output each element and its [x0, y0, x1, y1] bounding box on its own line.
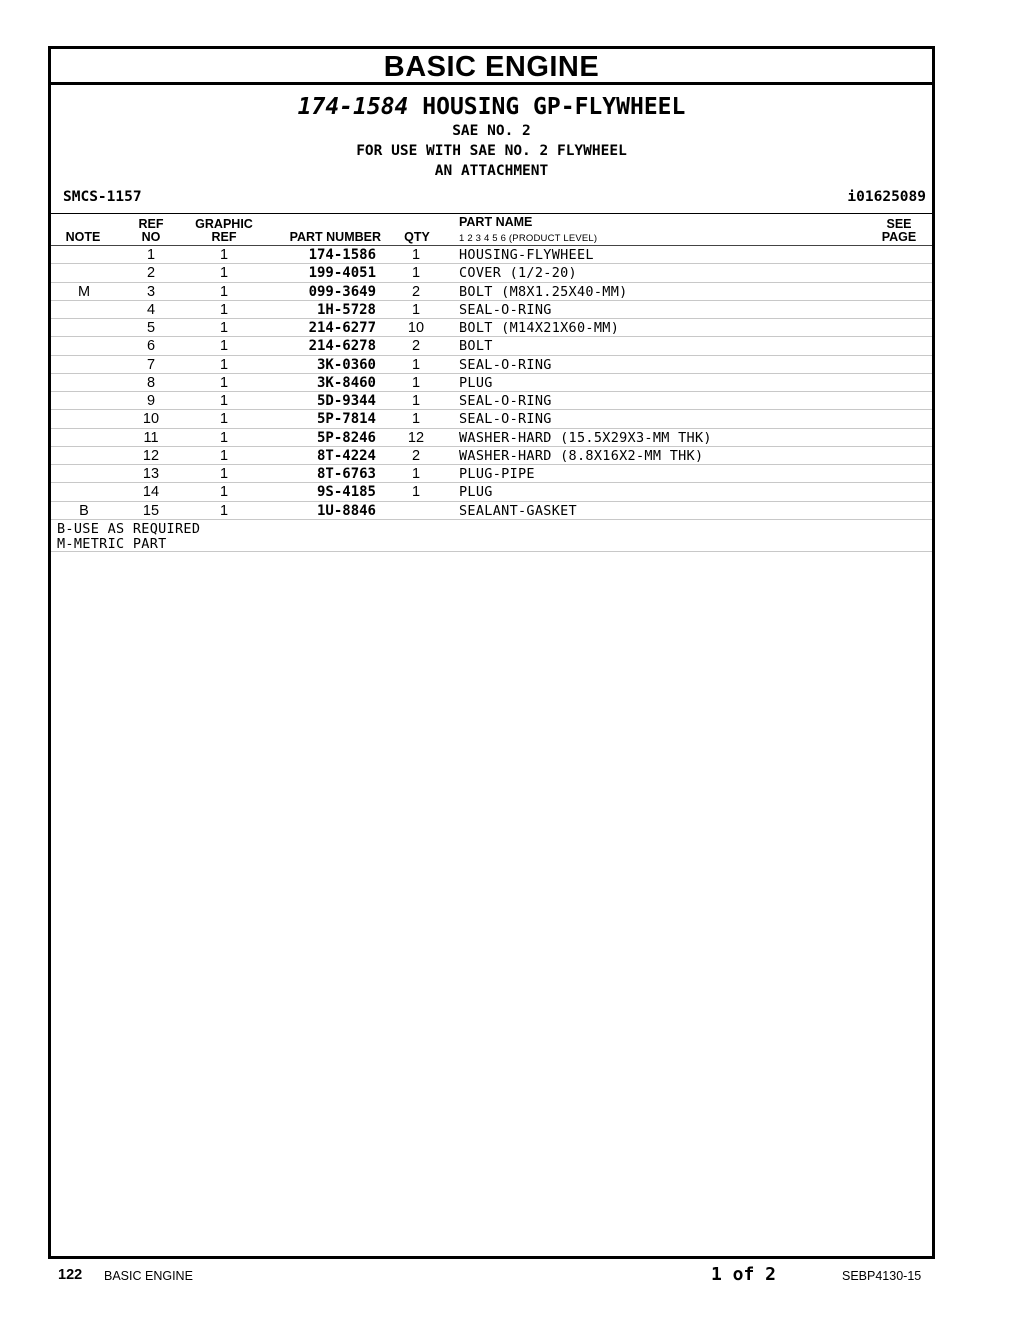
- row-part-name: BOLT (M8X1.25X40-MM): [459, 283, 628, 300]
- group-title: [51, 93, 932, 121]
- row-part-name: WASHER-HARD (15.5X29X3-MM THK): [459, 429, 712, 446]
- row-note: M: [77, 283, 91, 300]
- row-graphic-ref: 1: [219, 247, 229, 263]
- row-graphic-ref: 1: [219, 484, 229, 501]
- row-graphic-ref: 1: [219, 374, 229, 391]
- row-part-number: 1U-8846: [316, 502, 376, 519]
- parts-page-frame: [48, 46, 935, 1259]
- table-row: [51, 264, 932, 282]
- row-part-number: 9S-4185: [316, 484, 376, 501]
- row-ref: 9: [146, 393, 156, 409]
- row-ref: 12: [142, 447, 160, 464]
- row-part-number: 3K-8460: [316, 374, 376, 391]
- row-ref: 3: [146, 283, 156, 300]
- table-row: [51, 392, 932, 410]
- row-qty: 2: [411, 338, 421, 355]
- group-name: HOUSING GP-FLYWHEEL: [422, 94, 686, 120]
- col-see-bottom: PAGE: [881, 230, 917, 244]
- note-line: M-METRIC PART: [57, 535, 167, 552]
- table-row: [51, 283, 932, 301]
- group-subtitle-line: AN ATTACHMENT: [434, 163, 549, 179]
- row-graphic-ref: 1: [219, 301, 229, 318]
- group-subtitle-line: SAE NO. 2: [452, 123, 531, 139]
- table-row: [51, 502, 932, 520]
- table-row: [51, 447, 932, 465]
- row-part-name: HOUSING-FLYWHEEL: [459, 247, 594, 263]
- row-qty: 1: [411, 484, 421, 501]
- row-qty: 1: [411, 466, 421, 482]
- row-part-name: SEAL-O-RING: [459, 301, 552, 318]
- row-qty: 1: [411, 411, 421, 428]
- row-part-name: PLUG: [459, 374, 493, 391]
- row-qty: 1: [411, 247, 421, 263]
- row-ref: 5: [146, 320, 156, 336]
- row-qty: 12: [407, 429, 425, 446]
- row-part-number: 5P-8246: [316, 429, 376, 446]
- row-graphic-ref: 1: [219, 265, 229, 282]
- row-graphic-ref: 1: [219, 283, 229, 300]
- row-part-number: 099-3649: [308, 283, 376, 300]
- table-row: [51, 246, 932, 264]
- row-part-number: 5D-9344: [316, 393, 376, 409]
- row-ref: 10: [142, 411, 160, 428]
- table-row: [51, 465, 932, 483]
- row-graphic-ref: 1: [219, 338, 229, 355]
- row-graphic-ref: 1: [219, 429, 229, 446]
- row-part-number: 5P-7814: [316, 411, 376, 428]
- row-ref: 4: [146, 301, 156, 318]
- group-header: [51, 85, 932, 214]
- footer-page-number: 122: [58, 1267, 83, 1283]
- row-note: B: [79, 502, 89, 519]
- table-row: [51, 319, 932, 337]
- table-row: [51, 429, 932, 447]
- group-subtitle-line: FOR USE WITH SAE NO. 2 FLYWHEEL: [356, 143, 627, 159]
- row-qty: 10: [407, 320, 425, 336]
- illustration-id: i01625089: [847, 189, 926, 205]
- table-row: [51, 301, 932, 319]
- row-ref: 14: [142, 484, 160, 501]
- row-graphic-ref: 1: [219, 411, 229, 428]
- row-ref: 15: [142, 502, 160, 519]
- row-part-name: SEAL-O-RING: [459, 356, 552, 373]
- row-graphic-ref: 1: [219, 356, 229, 373]
- col-note: NOTE: [65, 230, 101, 244]
- row-ref: 7: [146, 356, 156, 373]
- notes-legend: [51, 520, 932, 552]
- table-row: [51, 374, 932, 392]
- row-ref: 2: [146, 265, 156, 282]
- footer-page-of: 1 of 2: [711, 1264, 777, 1285]
- group-part-number: 174-1584: [297, 94, 409, 120]
- row-part-name: BOLT (M14X21X60-MM): [459, 320, 620, 336]
- footer-document-id: SEBP4130-15: [842, 1269, 922, 1283]
- row-qty: 1: [411, 301, 421, 318]
- table-column-header: [51, 214, 932, 246]
- row-qty: 1: [411, 356, 421, 373]
- row-part-number: 1H-5728: [316, 301, 376, 318]
- row-qty: 2: [411, 447, 421, 464]
- row-part-name: PLUG-PIPE: [459, 466, 535, 482]
- row-part-number: 174-1586: [308, 247, 376, 263]
- row-qty: 2: [411, 283, 421, 300]
- col-part-number: PART NUMBER: [289, 230, 381, 244]
- row-part-name: WASHER-HARD (8.8X16X2-MM THK): [459, 447, 704, 464]
- table-row: [51, 483, 932, 501]
- row-part-name: COVER (1/2-20): [459, 265, 577, 282]
- row-qty: 1: [411, 393, 421, 409]
- row-part-name: PLUG: [459, 484, 493, 501]
- row-ref: 8: [146, 374, 156, 391]
- table-row: [51, 337, 932, 355]
- row-part-number: 3K-0360: [316, 356, 376, 373]
- col-ref-bottom: NO: [141, 230, 161, 244]
- row-part-name: SEAL-O-RING: [459, 411, 552, 428]
- table-row: [51, 410, 932, 428]
- row-ref: 11: [143, 429, 159, 446]
- row-ref: 13: [142, 466, 160, 482]
- col-ref-top: REF: [138, 217, 164, 231]
- section-title: BASIC ENGINE: [51, 49, 932, 85]
- row-part-number: 8T-4224: [316, 447, 376, 464]
- row-part-name: SEALANT-GASKET: [459, 502, 577, 519]
- footer-section-name: BASIC ENGINE: [104, 1269, 193, 1283]
- row-graphic-ref: 1: [219, 393, 229, 409]
- smcs-code: SMCS-1157: [63, 189, 142, 205]
- col-graphic-top: GRAPHIC: [195, 217, 253, 231]
- note-line: B-USE AS REQUIRED: [57, 520, 201, 537]
- row-qty: 1: [411, 374, 421, 391]
- row-ref: 6: [146, 338, 156, 355]
- row-graphic-ref: 1: [219, 466, 229, 482]
- row-part-number: 214-6277: [308, 320, 376, 336]
- col-graphic-bottom: REF: [211, 230, 237, 244]
- col-part-name: PART NAME: [459, 215, 533, 229]
- col-product-level: 1 2 3 4 5 6 (PRODUCT LEVEL): [459, 233, 598, 244]
- row-graphic-ref: 1: [219, 447, 229, 464]
- row-ref: 1: [146, 247, 156, 263]
- col-see-top: SEE: [886, 217, 912, 231]
- row-part-number: 8T-6763: [316, 466, 376, 482]
- row-part-name: SEAL-O-RING: [459, 393, 552, 409]
- row-part-name: BOLT: [459, 338, 493, 355]
- row-graphic-ref: 1: [219, 502, 229, 519]
- row-qty: 1: [411, 265, 421, 282]
- col-qty: QTY: [404, 230, 430, 244]
- row-graphic-ref: 1: [219, 320, 229, 336]
- row-part-number: 199-4051: [308, 265, 376, 282]
- row-part-number: 214-6278: [308, 338, 376, 355]
- parts-table-body: [51, 246, 932, 520]
- table-row: [51, 356, 932, 374]
